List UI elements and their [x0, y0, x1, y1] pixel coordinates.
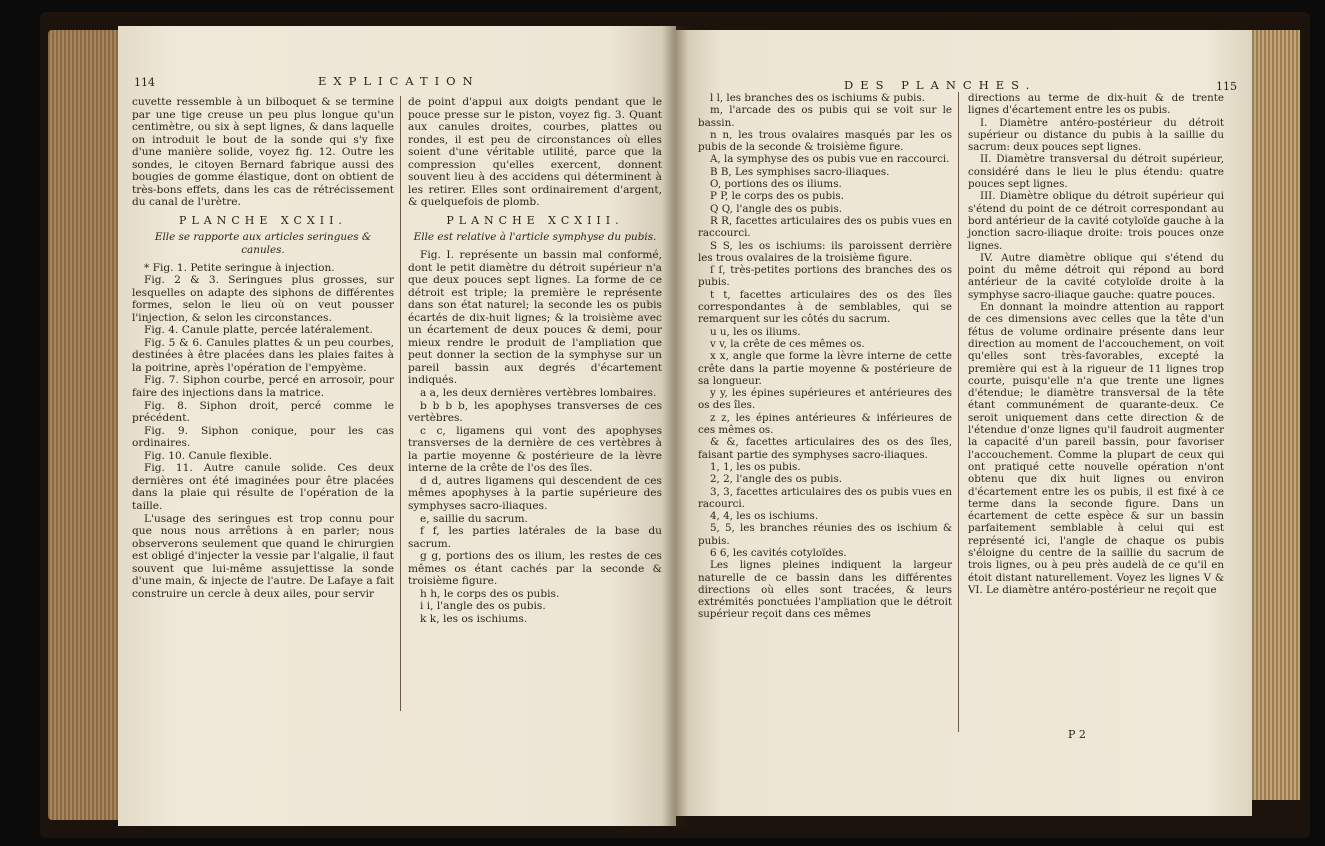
legend-entry: S S, les os ischiums: ils paroissent derrière les trous ovalaires de la troisième figure. [698, 239, 952, 264]
paragraph: Les lignes pleines indiquent la largeur naturelle de ce bassin dans les différentes directions où elles sont tracées, & leurs extrémités ponctuées l'ampliation que le détroit supérieur reçoit dans ces mêmes [698, 559, 952, 621]
figure-entry: * Fig. 1. Petite seringue à injection. [144, 261, 335, 274]
right-column-1 [698, 92, 952, 621]
page-edges-left [48, 30, 123, 820]
legend-entry: f f, les parties latérales de la base du sacrum. [408, 525, 662, 550]
plate-heading: PLANCHE XCXIII. [446, 213, 624, 227]
legend-entry: 3, 3, facettes articulaires des os pubis vues en racourci. [698, 485, 952, 510]
paragraph: En donnant la moindre attention au rapport de ces dimensions avec celles que la tête d'un fétus de volume ordinaire présente dans leur direction au moment de l'accouchement, on voit qu'elles sont très-favorables, excepté la première qui est à la rigueur de 11 lignes trop courte, puisqu'elle n'a que trente une lignes d'étendue; le diamètre transversal de la tête étant communément de quarante-deux. Ce seroit uniquement dans cette direction & de l'étendue d'onze lignes qu'il faudroit augmenter la capacité d'un pareil bassin, pour favoriser l'accouchement. Comme la plupart de ceux qui ont pratiqué cette nouvelle opération n'ont obtenu que dix huit lignes ou environ d'écartement entre les os pubis, il est fixé à ce terme dans la seconde figure. Dans un écartement de cette espèce & sur un bassin parfaitement semblable à celui qui est représenté ici, l'angle de chaque os pubis s'éloigne du centre de la saillie du sacrum de trois lignes, ou à peu près audelà de ce qu'il en étoit distant naturellement. Voyez les lignes V & VI. Le diamètre antéro-postérieur ne reçoit que [968, 301, 1224, 596]
legend-entry: n n, les trous ovalaires masqués par les os pubis de la seconde & troisième figure. [698, 128, 952, 154]
left-column-rule [400, 96, 401, 711]
right-column-rule [958, 92, 959, 732]
diameter-entry: I. Diamètre antéro-postérieur du détroit supérieur ou distance du pubis à la saillie du sacrum: deux pouces sept lignes. [968, 116, 1224, 154]
legend-entry: B B, Les symphises sacro-iliaques. [710, 165, 890, 178]
left-column-2 [408, 96, 662, 625]
plate-subtitle: Elle est relative à l'article symphyse du pubis. [413, 231, 657, 244]
figure-entry: Fig. 7. Siphon courbe, percé en arrosoir, pour faire des injections dans la matrice. [132, 374, 394, 400]
diameter-entry: II. Diamètre transversal du détroit supérieur, considéré dans le lieu le plus étendu: quatre pouces sept lignes. [968, 153, 1224, 191]
paragraph: directions au terme de dix-huit & de trente lignes d'écartement entre les os pubis. [968, 92, 1224, 117]
right-column-2 [968, 92, 1224, 596]
legend-entry: z z, les épines antérieures & inférieures de ces mêmes os. [698, 411, 952, 437]
plate-subtitle: Elle se rapporte aux articles seringues & canules. [154, 231, 372, 257]
right-page [676, 30, 1252, 816]
figure-entry: Fig. 4. Canule platte, percée latéralement. [144, 324, 373, 337]
legend-entry: 1, 1, les os pubis. [710, 460, 801, 473]
legend-entry: 5, 5, les branches réunies des os ischium & pubis. [698, 522, 952, 547]
book-gutter [662, 26, 688, 826]
legend-entry: g g, portions des os ilium, les restes de ces mêmes os étant cachés par la seconde & troisième figure. [408, 550, 662, 588]
right-running-head: DES PLANCHES. [844, 78, 1037, 92]
legend-entry: ſ ſ, très-petites portions des branches des os pubis. [698, 264, 952, 289]
figure-entry: Fig. I. représente un bassin mal conformé, dont le petit diamètre du détroit supérieur n'a que deux pouces sept lignes. La forme de ce détroit est triple; la première le représente dans son état naturel; la seconde les os pubis écartés de dix-huit lignes; & la troisième avec un écartement de deux pouces & demi, pour mieux rendre le produit de l'ampliation que peut donner la section de la symphyse sur un pareil bassin aux degrés d'écartement indiqués. [408, 249, 662, 387]
legend-entry: t t, facettes articulaires des os des îles correspondantes à de semblables, qui se remarquent sur les côtés du sacrum. [698, 288, 952, 326]
legend-entry: 6 6, les cavités cotyloïdes. [710, 546, 847, 559]
diameter-entry: III. Diamètre oblique du détroit supérieur qui s'étend du point de ce détroit correspondant au bord antérieur de la cavité cotyloïde gauche à la jonction sacro-iliaque droite: trois pouces onze lignes. [968, 190, 1224, 252]
legend-entry: k k, les os ischiums. [420, 612, 528, 625]
legend-entry: A, la symphyse des os pubis vue en raccourci. [710, 153, 950, 166]
legend-entry: 2, 2, l'angle des os pubis. [710, 473, 843, 486]
left-running-head: EXPLICATION [318, 74, 480, 88]
legend-entry: a a, les deux dernières vertèbres lombaires. [420, 387, 657, 400]
left-page [118, 26, 676, 826]
figure-entry: Fig. 9. Siphon conique, pour les cas ordinaires. [132, 424, 394, 450]
legend-entry: h h, le corps des os pubis. [420, 587, 560, 600]
legend-entry: d d, autres ligamens qui descendent de ces mêmes apophyses à la partie supérieure des symphyses sacro-iliaques. [408, 474, 662, 512]
legend-entry: & &, facettes articulaires des os des îles, faisant partie des symphyses sacro-iliaques. [698, 436, 952, 461]
left-folio: 114 [134, 76, 155, 89]
figure-entry: Fig. 8. Siphon droit, percé comme le précédent. [132, 399, 394, 425]
left-column-1 [132, 96, 394, 600]
legend-entry: R R, facettes articulaires des os pubis vues en raccourci. [698, 214, 952, 240]
legend-entry: v v, la crête de ces mêmes os. [710, 337, 865, 350]
legend-entry: y y, les épines supérieures et antérieures des os des îles. [698, 387, 952, 412]
legend-entry: 4, 4, les os ischiums. [710, 510, 819, 523]
figure-entry: Fig. 5 & 6. Canules plattes & un peu courbes, destinées à être placées dans les plaies faites à la poitrine, après l'opération de l'empyème. [132, 336, 394, 374]
figure-entry: Fig. 2 & 3. Seringues plus grosses, sur lesquelles on adapte des siphons de différentes formes, selon le lieu où on veut pousser l'injection, & selon les circonstances. [132, 274, 394, 324]
legend-entry: P P, le corps des os pubis. [710, 190, 844, 203]
plate-heading: PLANCHE XCXII. [179, 213, 347, 227]
legend-entry: l l, les branches des os ischiums & pubis. [710, 92, 926, 104]
legend-entry: u u, les os iliums. [710, 325, 801, 338]
right-folio: 115 [1216, 80, 1237, 93]
legend-entry: x x, angle que forme la lèvre interne de cette crête dans la partie moyenne & postérieure de sa longueur. [698, 350, 952, 387]
page-edges-right [1252, 30, 1300, 800]
paragraph: cuvette ressemble à un bilboquet & se termine par une tige creuse un peu plus longue qu'un centimètre, ou six à sept lignes, & dans laquelle on introduit le bout de la sonde qui s'y fixe d'une manière solide, voyez fig. 12. Outre les sondes, le citoyen Bernard fabrique aussi des bougies de gomme élastique, dont on obtient de très-bons effets, dans les cas de rétrécissement du canal de l'urètre. [132, 96, 394, 209]
figure-entry: Fig. 11. Autre canule solide. Ces deux dernières ont été imaginées pour être placées dans la plaie qui résulte de l'opération de la taille. [132, 462, 394, 512]
legend-entry: m, l'arcade des os pubis qui se voit sur le bassin. [698, 104, 952, 129]
legend-entry: Q Q, l'angle des os pubis. [710, 202, 842, 215]
legend-entry: e, saillie du sacrum. [420, 512, 528, 525]
figure-entry: Fig. 10. Canule flexible. [144, 449, 273, 462]
legend-entry: b b b b, les apophyses transverses de ces vertèbres. [408, 399, 662, 425]
paragraph: de point d'appui aux doigts pendant que le pouce presse sur le piston, voyez fig. 3. Quant aux canules droites, courbes, plattes ou rondes, il est peu de circonstances où elles soient d'une véritable utilité, parce que la compression qu'elles exercent, donnent souvent lieu à des accidens qui déterminent à les retirer. Elles sont ordinairement d'argent, & quelquefois de plomb. [408, 96, 662, 209]
legend-entry: c c, ligamens qui vont des apophyses transverses de la dernière de ces vertèbres à la partie moyenne & postérieure de la lèvre interne de la crête de l'os des îles. [408, 424, 662, 475]
diameter-entry: IV. Autre diamètre oblique qui s'étend du point du même détroit qui répond au bord antérieur de la cavité cotyloïde droite à la symphyse sacro-iliaque gauche: quatre pouces. [968, 251, 1224, 301]
signature-mark: P 2 [1068, 728, 1086, 741]
paragraph: L'usage des seringues est trop connu pour que nous nous arrêtions à en parler; nous observerons seulement que quand le chirurgien est obligé d'injecter la vessie par l'algalie, il faut souvent que lui-même assujettisse la sonde d'une main, & injecte de l'autre. De Lafaye a fait construire un cercle à deux ailes, pour servir [132, 512, 394, 600]
legend-entry: i i, l'angle des os pubis. [420, 600, 546, 613]
legend-entry: O, portions des os iliums. [710, 178, 842, 191]
